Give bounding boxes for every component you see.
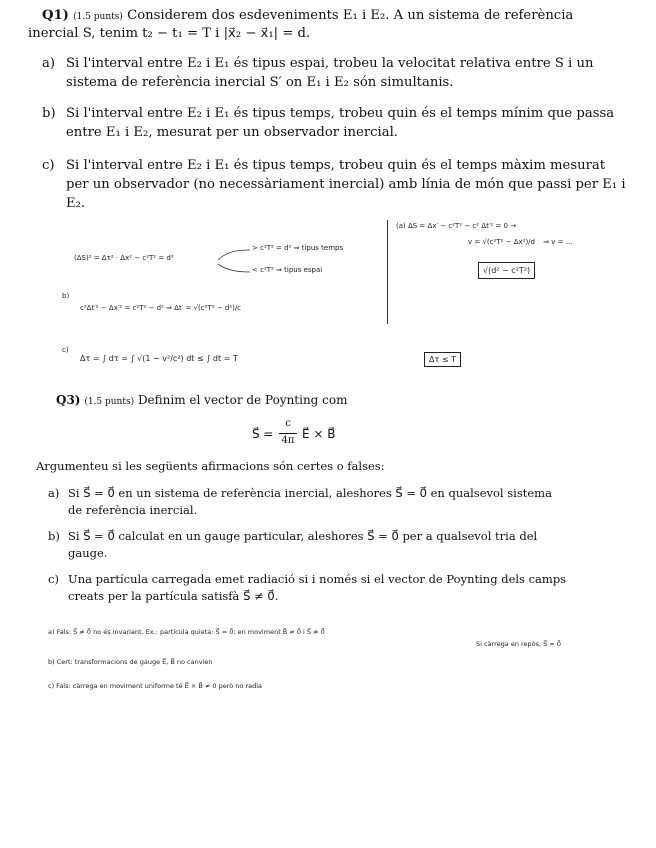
q1-item-b-line2: entre E₁ i E₂, mesurat per un observador inercial.: [66, 125, 398, 140]
hand-c-result: Δτ ≤ T: [424, 352, 461, 367]
q3-heading: [56, 391, 616, 412]
q3-formula-den: 4π: [281, 435, 295, 446]
hand-branch-lower: < c²T² ⇒ tipus espai: [252, 266, 323, 274]
q1-item-b-label: b): [42, 106, 56, 121]
q3-formula-bar: [279, 433, 297, 434]
q3-prompt: Argumenteu si les següents afirmacions són certes o falses:: [36, 459, 385, 473]
q3-formula-num: c: [285, 418, 291, 429]
q3-points: (1.5 punts): [84, 397, 135, 407]
q3-item-a-line1: Si S⃗ = 0⃗ en un sistema de referència inercial, aleshores S⃗ = 0⃗ en qualsevol sistema: [68, 486, 552, 500]
hand-branch-upper: > c²T² = d² ⇒ tipus temps: [252, 244, 344, 252]
hand-right-a: (a) ΔS = Δx′ − c²T² − c² Δt′² = 0 →: [396, 222, 517, 230]
q1-item-c-label: c): [42, 158, 55, 173]
hand-right-formula-main: v = √(c²T² − Δx²)/d: [468, 238, 535, 246]
q3-item-c-line1: Una partícula carregada emet radiació si i només si el vector de Poynting dels camps: [68, 572, 567, 586]
q3-formula-lhs: S⃗ =: [252, 427, 274, 441]
hand-answer-c: c) Fals: càrrega en moviment uniforme té E⃗ × B⃗ ≠ 0 però no radia: [48, 682, 263, 690]
q3-intro: Definim el vector de Poynting com: [137, 393, 348, 407]
q3-item-c-line2: creats per la partícula satisfà S⃗ ≠ 0⃗.: [68, 589, 279, 603]
q3-item-a-label: a): [48, 486, 60, 500]
q1-number: Q1): [42, 8, 69, 23]
q1-item-a-label: a): [42, 56, 56, 71]
hand-right-formula-note: ⇒ v = ...: [543, 238, 573, 246]
q1-item-c-line3: E₂.: [66, 196, 86, 211]
q3-number: Q3): [56, 393, 81, 407]
hand-answer-a-note: Si càrrega en repòs, S⃗ = 0⃗: [476, 640, 561, 648]
q1-intro-line2: inercial S, tenim t₂ − t₁ = T i |x⃗₂ − x⃗₁| = d.: [28, 26, 311, 41]
hand-c-formula: Δτ = ∫ dτ = ∫ √(1 − v²/c²) dt ≤ ∫ dt = T: [80, 354, 238, 363]
hand-answer-b: b) Cert: transformacions de gauge E⃗, B⃗ no canvien: [48, 658, 213, 666]
q3-formula: [252, 418, 392, 452]
q1-points: (1.5 punts): [73, 12, 123, 22]
hand-b-formula: c²Δt′² − Δx′² = c²T² − d² ⇒ Δt′ = √(c²T² − d²)/c: [80, 304, 242, 312]
q1-intro-line1: Considerem dos esdeveniments E₁ i E₂. A un sistema de referència: [127, 8, 574, 23]
q3-item-b-line2: gauge.: [68, 546, 108, 560]
q3-item-c-label: c): [48, 572, 59, 586]
q3-item-b-label: b): [48, 529, 60, 543]
hand-c-label: c): [62, 346, 69, 354]
q1-item-b-line1: Si l'interval entre E₂ i E₁ és tipus temps, trobeu quin és el temps mínim que passa: [66, 106, 615, 121]
q3-formula-rhs: E⃗ × B⃗: [302, 427, 336, 441]
q1-item-a-line2: sistema de referència inercial S′ on E₁ i E₂ són simultanis.: [66, 75, 454, 90]
hand-right-result: √(d² − c²T²): [478, 262, 535, 279]
hand-left-interval: (ΔS)² = Δτ² · Δx² − c²T² = d²: [74, 254, 174, 262]
q3-item-b-line1: Si S⃗ = 0⃗ calculat en un gauge particular, aleshores S⃗ = 0⃗ per a qualsevol tria del: [68, 529, 538, 543]
q1-item-c-line2: per un observador (no necessàriament inercial) amb línia de món que passi per E₁ i: [66, 177, 626, 192]
q3-item-a-line2: de referència inercial.: [68, 503, 198, 517]
q1-item-a-line1: Si l'interval entre E₂ i E₁ és tipus espai, trobeu la velocitat relativa entre S i un: [66, 56, 594, 71]
q1-item-c-line1: Si l'interval entre E₂ i E₁ és tipus temps, trobeu quin és el temps màxim mesurat: [66, 158, 606, 173]
hand-answer-a: a) Fals: S⃗ ≠ 0⃗ no és invariant. Ex.: partícula quieta: S⃗ = 0⃗; en moviment B⃗ ≠ 0⃗ i S⃗ ≠ 0⃗: [48, 628, 325, 636]
hand-b-label: b): [62, 292, 70, 300]
